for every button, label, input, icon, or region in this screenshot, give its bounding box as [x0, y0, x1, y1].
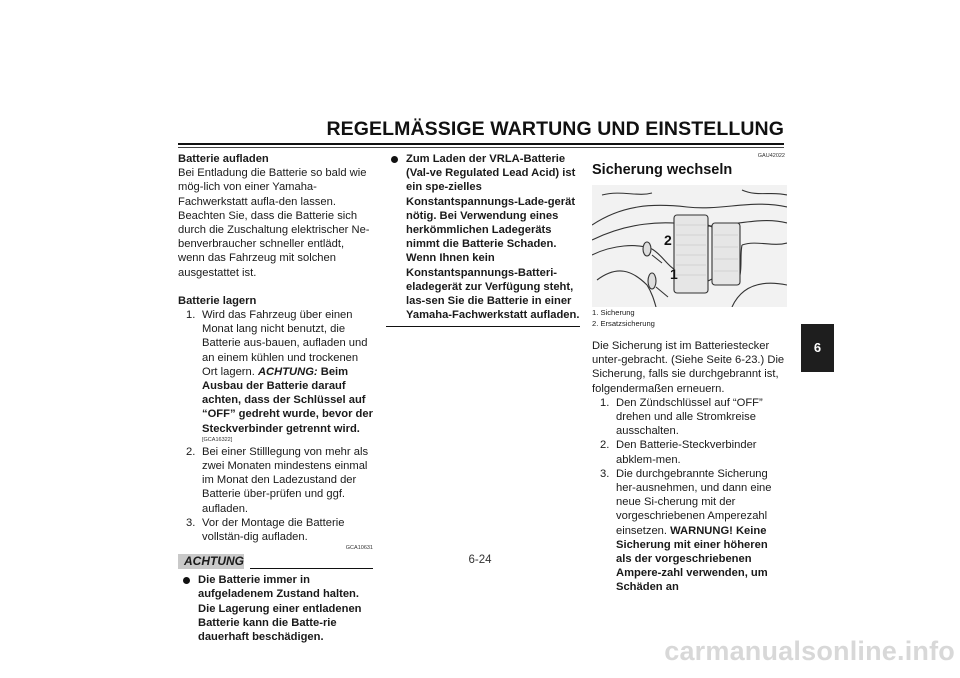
warning-text: WARNUNG! Keine Sicherung mit einer höheren als der vorgeschriebenen Ampere-zahl verwenden, um Schäden an — [616, 524, 768, 594]
header-rule-thin — [178, 147, 784, 148]
step-number: 2. — [186, 445, 196, 458]
bullet-icon — [183, 577, 190, 584]
charge-heading: Batterie aufladen — [178, 153, 269, 165]
warning-label: ACHTUNG: — [257, 365, 318, 378]
fuse-illustration — [592, 185, 787, 307]
column-middle — [386, 152, 580, 327]
caution-bullet — [178, 573, 373, 644]
caution-label: ACHTUNG — [178, 554, 244, 569]
warning-text: Beim Ausbau der Batterie darauf achten, dass der Schlüssel auf “OFF” gedreht wurde, bevor der Steckverbinder getrennt wird. — [202, 365, 373, 435]
caution-bullet-text: Die Batterie immer in aufgeladenem Zustand halten. Die Lagerung einer entladenen Batterie kann die Batte-rie dauerhaft beschädigen. — [198, 574, 362, 644]
chapter-tab[interactable]: 6 — [801, 324, 834, 372]
bullet-icon — [391, 156, 398, 163]
caution-end-rule — [386, 326, 580, 327]
reference-code: [GCA16322] — [202, 436, 233, 443]
caution-rule — [250, 567, 373, 569]
watermark: carmanualsonline.info — [664, 636, 955, 666]
figure-label-2: 2 — [664, 232, 672, 248]
page-header-title: REGELMÄSSIGE WARTUNG UND EINSTELLUNG — [326, 118, 784, 140]
vrla-bullet — [386, 152, 580, 322]
step-text: Die durchgebrannte Sicherung her-ausnehmen, und dann eine neue Si-cherung mit der vorgeschriebenen Amperezahl einsetzen. — [616, 467, 772, 537]
fuse-steps — [592, 396, 785, 595]
storage-heading: Batterie lagern — [178, 294, 257, 307]
fuse-step-3 — [592, 467, 785, 595]
step-number: 3. — [600, 467, 610, 480]
step-text: Vor der Montage die Batterie vollstän-dig aufladen. — [202, 516, 345, 544]
step-number: 1. — [600, 396, 610, 409]
fuse-step-2 — [592, 438, 785, 466]
caution-code: GCA10631 — [345, 545, 373, 552]
section-title: Sicherung wechseln — [592, 162, 733, 178]
storage-step-1 — [178, 308, 373, 445]
column-right — [592, 152, 785, 595]
step-text: Den Batterie-Steckverbinder abklem-men. — [616, 439, 757, 466]
caution-header — [178, 554, 373, 569]
vrla-bullet-text: Zum Laden der VRLA-Batterie (Val-ve Regulated Lead Acid) ist ein spe-zielles Konstantspannungs-Lade-gerät nötig. Bei Verwendung eines herkömmlichen Ladegeräts nimmt die Batterie Schaden. Wenn Ihnen kein Konstantspannungs-Batteri-eladegerät zur Verfügung steht, las-sen Sie die Batterie in einer Yamaha-Fachwerkstatt aufladen. — [406, 153, 580, 322]
header-rule — [178, 143, 784, 145]
step-number: 2. — [600, 439, 610, 452]
fuse-step-1 — [592, 396, 785, 439]
storage-steps — [178, 308, 373, 544]
step-text: Den Zündschlüssel auf “OFF” drehen und alle Stromkreise ausschalten. — [616, 396, 763, 438]
step-text: Wird das Fahrzeug über einen Monat lang nicht benutzt, die Batterie aus-bauen, aufladen und an einem kühlen und trockenen Ort lagern. — [202, 309, 368, 378]
fuse-figure — [592, 185, 787, 307]
step-number: 1. — [186, 309, 196, 322]
caption-fuse: 1. Sicherung — [592, 308, 635, 317]
caption-spare-fuse: 2. Ersatzsicherung — [592, 319, 655, 328]
page-number: 6-24 — [468, 554, 492, 566]
step-text: Bei einer Stilllegung von mehr als zwei Monaten mindestens einmal im Monat den Ladezustand der Batterie über-prüfen und ggf. aufladen. — [202, 445, 369, 515]
figure-label-1: 1 — [670, 266, 678, 282]
charge-text: Bei Entladung die Batterie so bald wie mög-lich von einer Yamaha-Fachwerkstatt aufla-den lassen. Beachten Sie, dass die Batterie sich durch die Zuschaltung elektrischer Ne-benverbraucher schneller entlädt, wenn das Fahrzeug mit solchen ausgestattet ist. — [178, 167, 370, 279]
step-number: 3. — [186, 516, 196, 529]
section-code: GAU42022 — [757, 153, 785, 159]
column-left — [178, 152, 373, 644]
fuse-intro-text: Die Sicherung ist im Batteriestecker unter-gebracht. (Siehe Seite 6-23.) Die Sicherung, falls sie durchgebrannt ist, folgendermaßen erneuern. — [592, 340, 785, 395]
storage-step-3 — [178, 516, 373, 544]
storage-step-2 — [178, 445, 373, 516]
